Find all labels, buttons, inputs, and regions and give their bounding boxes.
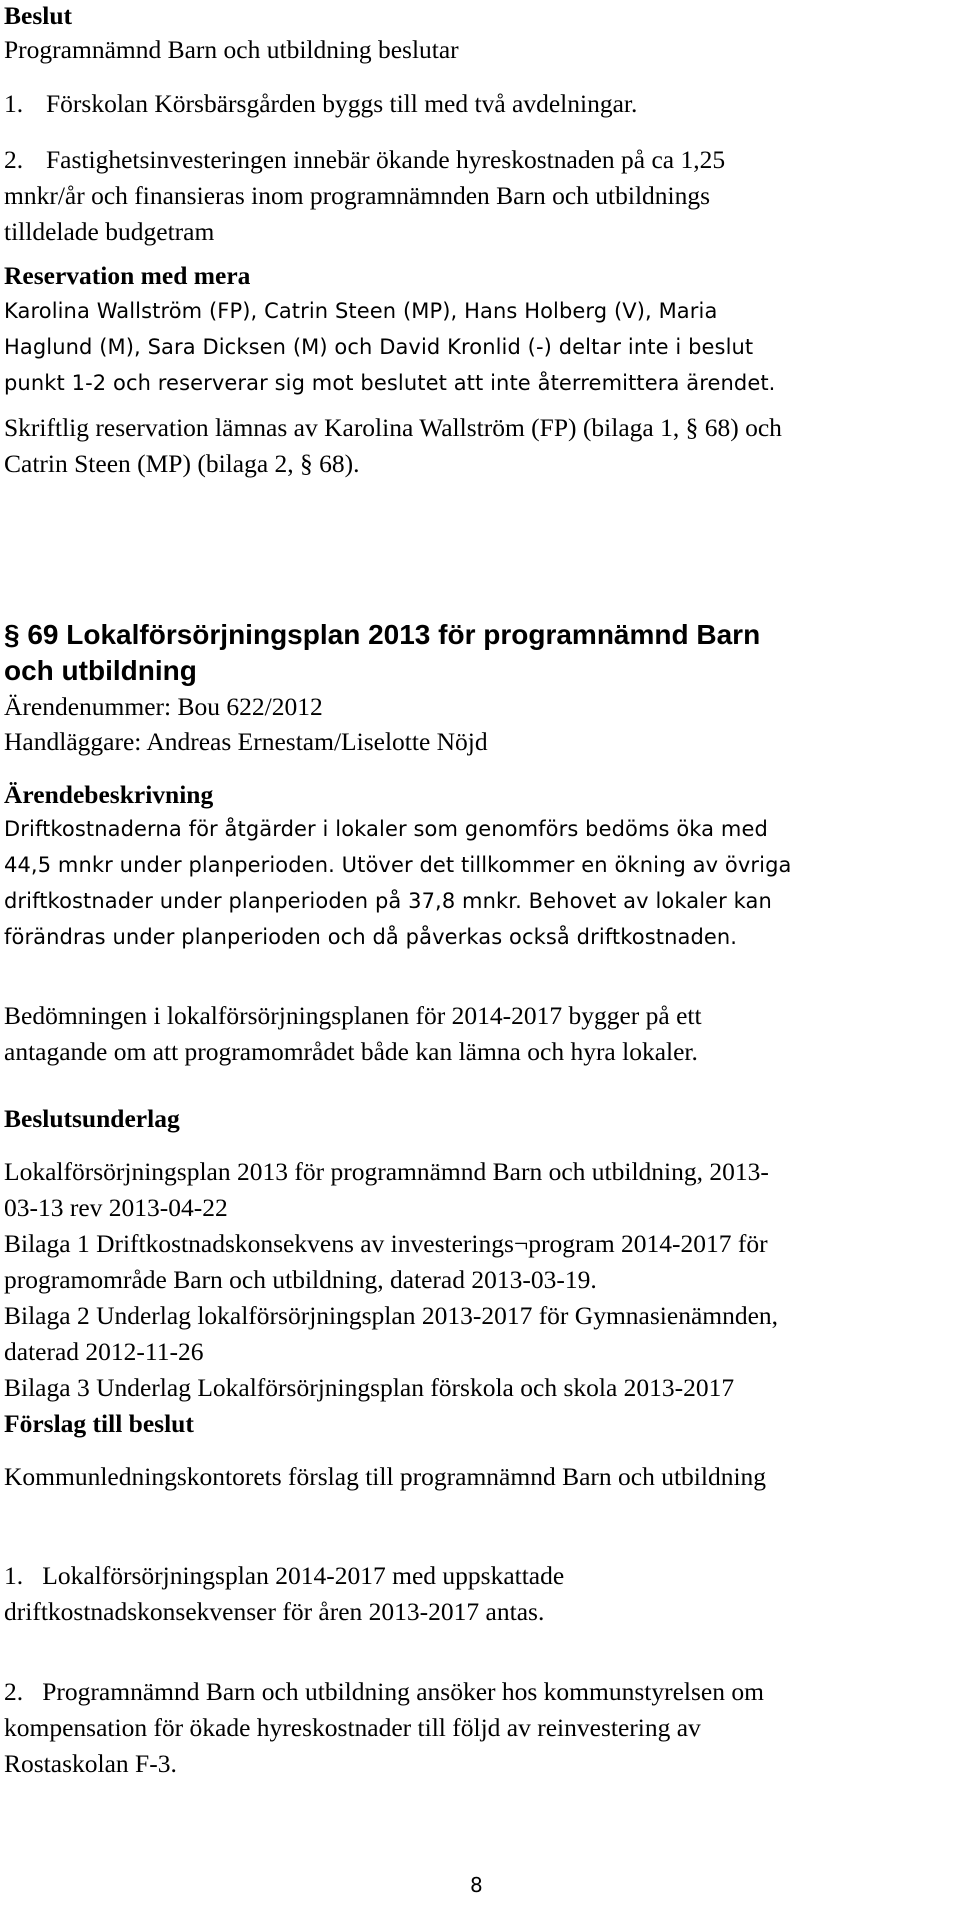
- beslut-item-2-text: Fastighetsinvesteringen innebär ökande hyreskostnaden på ca 1,25: [46, 145, 726, 174]
- beslut-item-2-line: mnkr/år och finansieras inom programnämnden Barn och utbildnings: [4, 181, 711, 210]
- forslag-item-1: [4, 1558, 954, 1630]
- arendebeskrivning-heading: Ärendebeskrivning: [4, 780, 214, 809]
- beslutsunderlag-line: Lokalförsörjningsplan 2013 för programnämnd Barn och utbildning, 2013-: [4, 1157, 769, 1186]
- beslut-item-2: [4, 142, 954, 250]
- beslutsunderlag-line: programområde Barn och utbildning, daterad 2013-03-19.: [4, 1265, 597, 1294]
- beslutsunderlag-line: daterad 2012-11-26: [4, 1337, 204, 1366]
- skriftlig-reservation-paragraph: [4, 410, 954, 482]
- arendebeskrivning-line: Driftkostnaderna för åtgärder i lokaler som genomförs bedöms öka med: [4, 817, 768, 841]
- arendebeskrivning-line: 44,5 mnkr under planperioden. Utöver det tillkommer en ökning av övriga: [4, 853, 792, 877]
- beslut-item-2-first-line: [4, 142, 954, 178]
- forslag-item-1-line: driftkostnadskonsekvenser för åren 2013-2017 antas.: [4, 1597, 545, 1626]
- reservation-line: Haglund (M), Sara Dicksen (M) och David Kronlid (-) deltar inte i beslut: [4, 335, 754, 359]
- forslag-heading: Förslag till beslut: [4, 1409, 194, 1438]
- beslut-heading: Beslut: [4, 1, 73, 30]
- reservation-paragraph: [4, 293, 954, 401]
- beslut-item-1: [4, 86, 954, 122]
- forslag-item-2: [4, 1674, 954, 1782]
- paragraph-69-title-line: § 69 Lokalförsörjningsplan 2013 för programnämnd Barn: [4, 619, 761, 650]
- bedomningen-line: Bedömningen i lokalförsörjningsplanen för 2014-2017 bygger på ett: [4, 1001, 702, 1030]
- beslut-item-2-number: 2.: [4, 145, 24, 174]
- beslutsunderlag-list: [4, 1154, 954, 1406]
- forslag-intro: Kommunledningskontorets förslag till programnämnd Barn och utbildning: [4, 1462, 767, 1491]
- arendebeskrivning-line: förändras under planperioden och då påverkas också driftkostnaden.: [4, 925, 738, 949]
- paragraph-69-title-line: och utbildning: [4, 655, 197, 686]
- beslut-item-2-line: tilldelade budgetram: [4, 217, 215, 246]
- reservation-heading: Reservation med mera: [4, 261, 251, 290]
- arendebeskrivning-paragraph: [4, 811, 954, 955]
- beslut-item-1-number: 1.: [4, 89, 24, 118]
- forslag-item-1-line: 1. Lokalförsörjningsplan 2014-2017 med uppskattade: [4, 1561, 565, 1590]
- beslutsunderlag-line: 03-13 rev 2013-04-22: [4, 1193, 228, 1222]
- skriftlig-line: Skriftlig reservation lämnas av Karolina Wallström (FP) (bilaga 1, § 68) och: [4, 413, 782, 442]
- beslutsunderlag-line: Bilaga 2 Underlag lokalförsörjningsplan 2013-2017 för Gymnasienämnden,: [4, 1301, 779, 1330]
- arendenummer: Ärendenummer: Bou 622/2012: [4, 692, 323, 721]
- handlaggare: Handläggare: Andreas Ernestam/Liselotte Nöjd: [4, 727, 488, 756]
- skriftlig-line: Catrin Steen (MP) (bilaga 2, § 68).: [4, 449, 360, 478]
- forslag-item-2-line: Rostaskolan F-3.: [4, 1749, 177, 1778]
- arendebeskrivning-line: driftkostnader under planperioden på 37,8 mnkr. Behovet av lokaler kan: [4, 889, 772, 913]
- beslut-item-1-text: Förskolan Körsbärsgården byggs till med två avdelningar.: [46, 89, 638, 118]
- page-number: 8: [470, 1873, 483, 1897]
- beslutsunderlag-line: Bilaga 1 Driftkostnadskonsekvens av investerings¬program 2014-2017 för: [4, 1229, 768, 1258]
- bedomningen-line: antagande om att programområdet både kan lämna och hyra lokaler.: [4, 1037, 698, 1066]
- beslut-intro: Programnämnd Barn och utbildning beslutar: [4, 35, 459, 64]
- paragraph-69-title: [4, 617, 954, 689]
- reservation-line: Karolina Wallström (FP), Catrin Steen (MP), Hans Holberg (V), Maria: [4, 299, 718, 323]
- forslag-item-2-line: 2. Programnämnd Barn och utbildning ansöker hos kommunstyrelsen om: [4, 1677, 764, 1706]
- reservation-line: punkt 1-2 och reserverar sig mot beslutet att inte återremittera ärendet.: [4, 371, 776, 395]
- forslag-item-2-line: kompensation för ökade hyreskostnader till följd av reinvestering av: [4, 1713, 701, 1742]
- beslutsunderlag-heading: Beslutsunderlag: [4, 1104, 180, 1133]
- beslutsunderlag-line: Bilaga 3 Underlag Lokalförsörjningsplan förskola och skola 2013-2017: [4, 1373, 735, 1402]
- bedomningen-paragraph: [4, 998, 954, 1070]
